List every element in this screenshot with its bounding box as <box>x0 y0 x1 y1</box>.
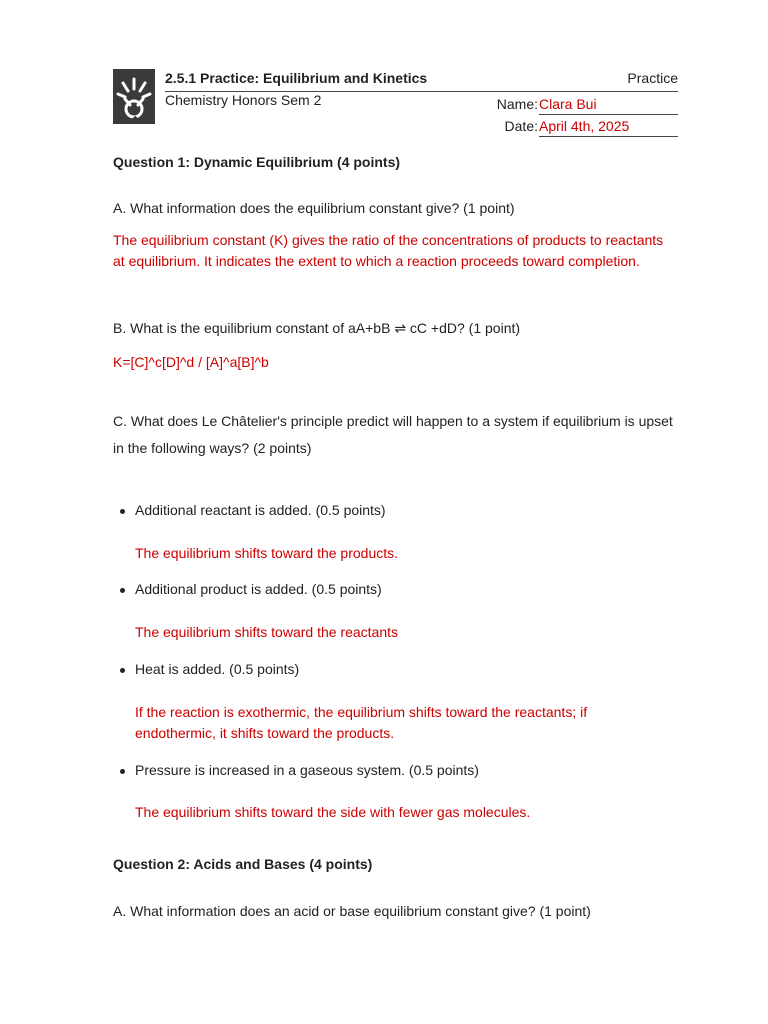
bullet-marker <box>120 769 125 774</box>
question-1a-prompt: A. What information does the equilibrium constant give? (1 point) <box>113 200 515 216</box>
question-2a-prompt: A. What information does an acid or base equilibrium constant give? (1 point) <box>113 903 591 919</box>
bullet-marker <box>120 509 125 514</box>
question-1b-prompt: B. What is the equilibrium constant of aA+bB ⇌ cC +dD? (1 point) <box>113 320 521 336</box>
school-logo <box>113 69 155 124</box>
course-name: Chemistry Honors Sem 2 <box>165 92 322 108</box>
bullet-item-reactant: Additional reactant is added. (0.5 points) <box>135 502 386 518</box>
name-field[interactable]: Clara Bui <box>539 94 678 115</box>
date-field[interactable]: April 4th, 2025 <box>539 116 678 137</box>
bullet-item-pressure: Pressure is increased in a gaseous system. (0.5 points) <box>135 762 479 778</box>
question-1a-answer: The equilibrium constant (K) gives the ratio of the concentrations of products to reactants at equilibrium. It indicates the extent to which a reaction proceeds toward completion. <box>113 232 664 269</box>
bullet-item-product: Additional product is added. (0.5 points) <box>135 581 382 597</box>
bullet-marker <box>120 588 125 593</box>
date-label: Date: <box>504 118 538 134</box>
bullet-answer-heat: If the reaction is exothermic, the equilibrium shifts toward the reactants; if endothermic, it shifts toward the products. <box>135 704 588 741</box>
name-label: Name: <box>496 96 538 112</box>
bullet-answer-product: The equilibrium shifts toward the reactants <box>135 624 399 640</box>
question-1b-answer: K=[C]^c[D]^d / [A]^a[B]^b <box>113 354 269 370</box>
question-1c-prompt: C. What does Le Châtelier's principle predict will happen to a system if equilibrium is upset in the following ways? (2 points) <box>113 413 673 456</box>
bullet-marker <box>120 668 125 673</box>
question-1-heading: Question 1: Dynamic Equilibrium (4 points) <box>113 154 401 170</box>
assignment-title: 2.5.1 Practice: Equilibrium and Kinetics <box>165 70 428 86</box>
bullet-item-heat: Heat is added. (0.5 points) <box>135 661 300 677</box>
question-2-heading: Question 2: Acids and Bases (4 points) <box>113 856 373 872</box>
assignment-type: Practice <box>627 70 678 86</box>
bullet-answer-reactant: The equilibrium shifts toward the products. <box>135 545 399 561</box>
bullet-answer-pressure: The equilibrium shifts toward the side with fewer gas molecules. <box>135 804 531 820</box>
